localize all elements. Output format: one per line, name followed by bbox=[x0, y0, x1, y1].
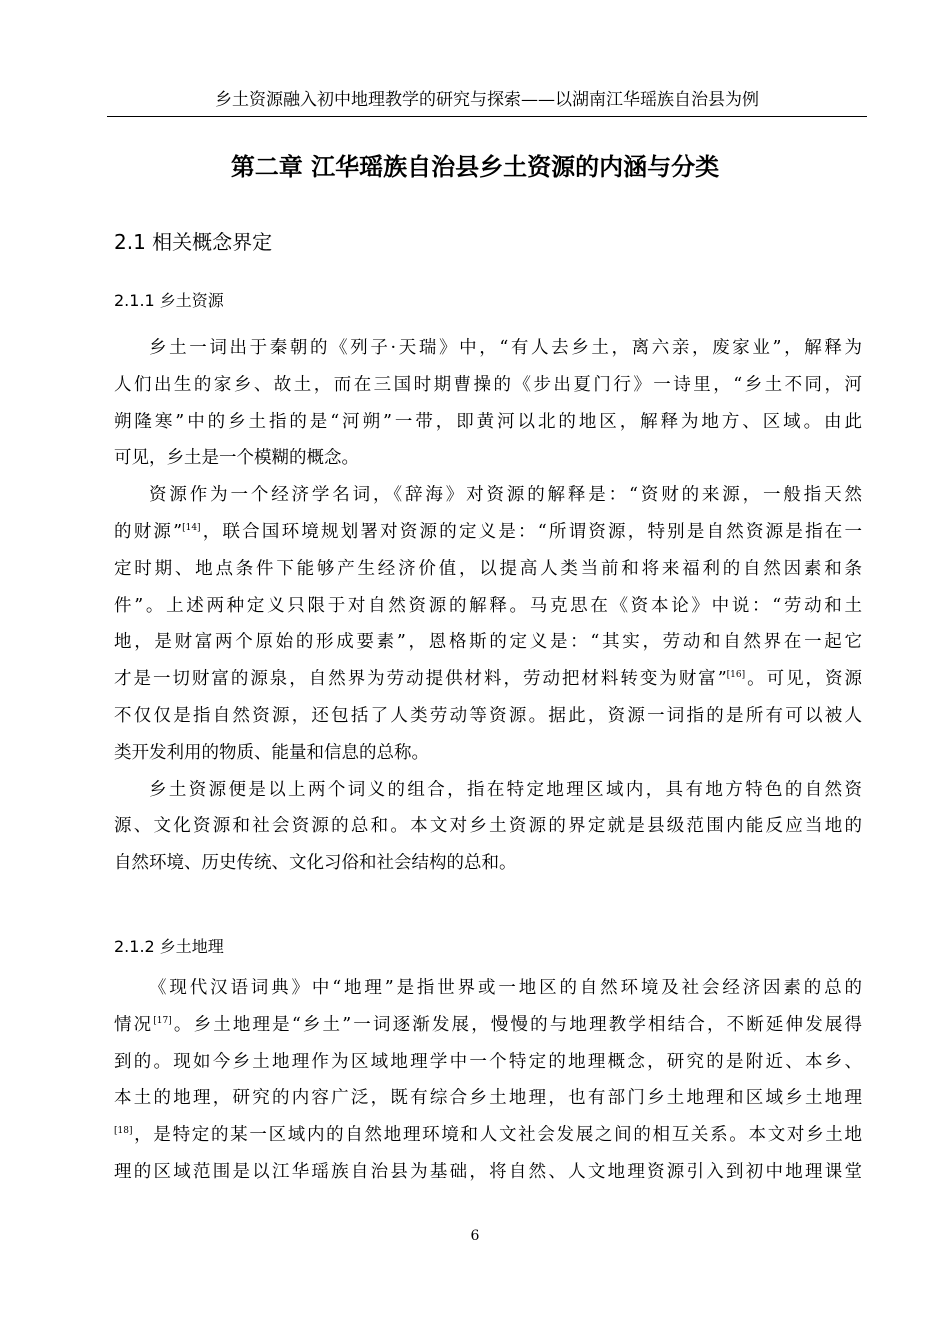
text-fragment: 。乡土地理是“乡土”一词逐渐发展，慢慢的与地理教学相结合，不断延伸发展得 bbox=[171, 1014, 863, 1035]
text-line: 理的区域范围是以江华瑶族自治县为基础，将自然、人文地理资源引入到初中地理课堂 bbox=[114, 1161, 862, 1182]
text-line: 自然环境、历史传统、文化习俗和社会结构的总和。 bbox=[114, 853, 517, 874]
text-fragment: 。可见，资源 bbox=[745, 669, 863, 690]
section-2-1-2-body bbox=[114, 970, 862, 1191]
text-line: 源、文化资源和社会资源的总和。本文对乡土资源的界定就是县级范围内能反应当地的 bbox=[114, 816, 862, 837]
text-line: 乡土一词出于秦朝的《列子·天瑞》中，“有人去乡土，离六亲，废家业”，解释为 bbox=[149, 338, 862, 358]
text-fragment: 情况 bbox=[114, 1014, 154, 1035]
text-line bbox=[114, 1117, 862, 1154]
section-heading-2-1-2: 2.1.2 乡土地理 bbox=[114, 937, 224, 956]
text-line: 《现代汉语词典》中“地理”是指世界或一地区的自然环境及社会经济因素的总的 bbox=[149, 978, 862, 998]
running-header bbox=[107, 88, 867, 117]
text-line: 到的。现如今乡土地理作为区域地理学中一个特定的地理概念，研究的是附近、本乡、 bbox=[114, 1051, 862, 1072]
text-line bbox=[114, 514, 862, 551]
citation-ref: [18] bbox=[114, 1126, 133, 1137]
text-line: 定时期、地点条件下能够产生经济价值，以提高人类当前和将来福利的自然因素和条 bbox=[114, 558, 862, 579]
text-line: 件”。上述两种定义只限于对自然资源的解释。马克思在《资本论》中说：“劳动和土 bbox=[114, 595, 862, 616]
citation-ref: [16] bbox=[726, 670, 746, 681]
text-line: 乡土资源便是以上两个词义的组合，指在特定地理区域内，具有地方特色的自然资 bbox=[149, 779, 862, 800]
text-fragment: 的财源” bbox=[114, 521, 183, 542]
section-2-1-1-body bbox=[114, 330, 862, 882]
text-line bbox=[114, 661, 862, 698]
text-line: 人们出生的家乡、故土，而在三国时期曹操的《步出夏门行》一诗里，“乡土不同，河 bbox=[114, 374, 862, 395]
text-line bbox=[114, 1007, 862, 1044]
section-heading-2-1-1: 2.1.1 乡土资源 bbox=[114, 291, 224, 310]
section-heading-2-1: 2.1 相关概念界定 bbox=[114, 230, 273, 254]
text-line: 不仅仅是指自然资源，还包括了人类劳动等资源。据此，资源一词指的是所有可以被人 bbox=[114, 705, 862, 726]
citation-ref: [14] bbox=[182, 523, 201, 534]
text-fragment: ，联合国环境规划署对资源的定义是：“所谓资源，特别是自然资源是指在一 bbox=[200, 521, 862, 542]
text-line: 资源作为一个经济学名词，《辞海》对资源的解释是：“资财的来源，一般指天然 bbox=[149, 485, 862, 506]
text-fragment: ，是特定的某一区域内的自然地理环境和人文社会发展之间的相互关系。本文对乡土地 bbox=[132, 1125, 862, 1146]
text-line: 可见，乡土是一个模糊的概念。 bbox=[114, 448, 359, 469]
page-number: 6 bbox=[470, 1228, 480, 1244]
chapter-title: 第二章 江华瑶族自治县乡土资源的内涵与分类 bbox=[230, 153, 720, 181]
text-line: 朔隆寒”中的乡土指的是“河朔”一带，即黄河以北的地区，解释为地方、区域。由此 bbox=[114, 411, 862, 432]
citation-ref: [17] bbox=[153, 1015, 172, 1026]
text-line: 地，是财富两个原始的形成要素”，恩格斯的定义是：“其实，劳动和自然界在一起它 bbox=[114, 632, 862, 653]
text-fragment: 才是一切财富的源泉，自然界为劳动提供材料，劳动把材料转变为财富” bbox=[114, 669, 727, 690]
text-line: 类开发利用的物质、能量和信息的总称。 bbox=[114, 742, 429, 763]
text-line: 本土的地理，研究的内容广泛，既有综合乡土地理，也有部门乡土地理和区域乡土地理 bbox=[114, 1088, 862, 1109]
running-header-title: 乡土资源融入初中地理教学的研究与探索——以湖南江华瑶族自治县为例 bbox=[215, 90, 759, 110]
